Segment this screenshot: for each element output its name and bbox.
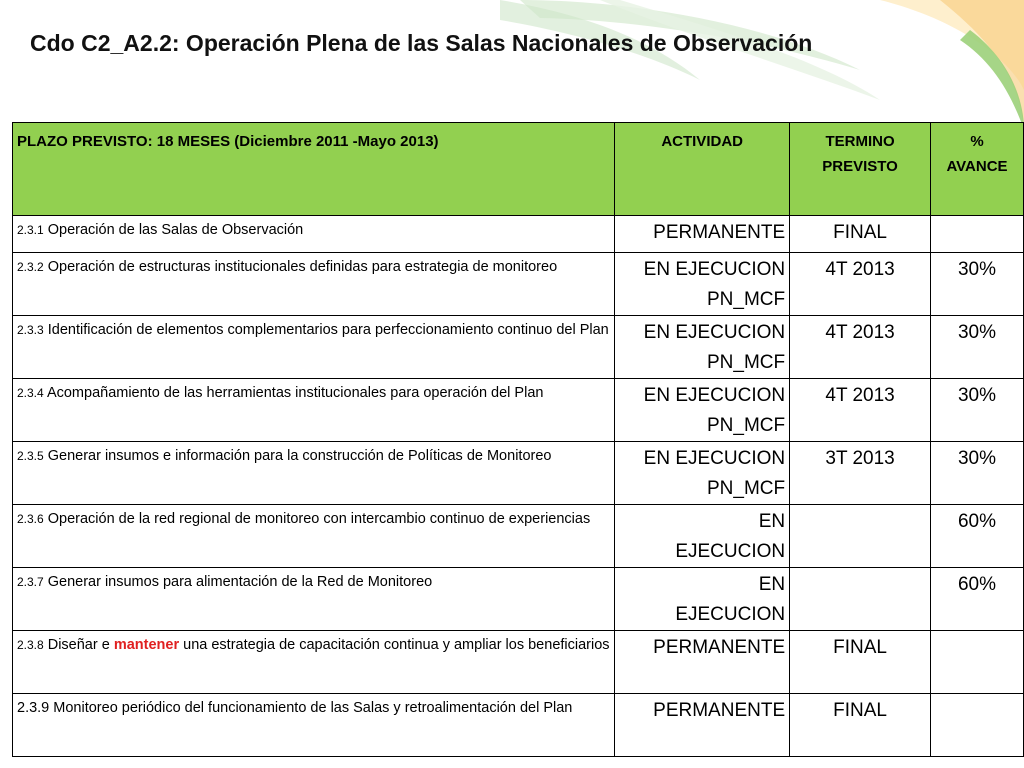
row-avance: 60% (931, 568, 1024, 631)
row-avance (931, 694, 1024, 757)
header-termino (790, 123, 931, 216)
row-number: 2.3.8 (17, 638, 44, 652)
row-text: Monitoreo periódico del funcionamiento de las Salas y retroalimentación del Plan (49, 700, 573, 716)
row-actividad (615, 631, 790, 694)
row-text: Identificación de elementos complementarios para perfeccionamiento continuo del Plan (47, 322, 609, 338)
row-actividad (615, 316, 790, 379)
table-row (13, 694, 1024, 757)
header-termino-line2: PREVISTO (822, 158, 898, 175)
row-actividad (615, 253, 790, 316)
table-header-row (13, 123, 1024, 216)
row-number: 2.3.6 (17, 512, 44, 526)
row-description (13, 316, 615, 379)
actividad-line1: EN (758, 511, 786, 532)
row-text: Operación de estructuras institucionales definidas para estrategia de monitoreo (47, 259, 558, 275)
row-text-highlight: mantener (113, 637, 180, 653)
row-text-post: una estrategia de capacitación continua y ampliar los beneficiarios (179, 637, 610, 653)
row-termino: 3T 2013 (790, 442, 931, 505)
progress-table (12, 122, 1024, 757)
table-row (13, 379, 1024, 442)
row-actividad (615, 442, 790, 505)
header-actividad: ACTIVIDAD (615, 123, 790, 216)
row-avance: 30% (931, 442, 1024, 505)
row-description (13, 568, 615, 631)
actividad-line2: EJECUCION (675, 604, 786, 625)
table-row (13, 631, 1024, 694)
row-avance: 30% (931, 253, 1024, 316)
actividad-line1: PERMANENTE (653, 637, 786, 658)
page-title: Cdo C2_A2.2: Operación Plena de las Salas Nacionales de Observación (30, 30, 813, 56)
row-text: Acompañamiento de las herramientas institucionales para operación del Plan (46, 385, 544, 401)
row-termino (790, 568, 931, 631)
row-number: 2.3.4 (17, 386, 44, 400)
row-description (13, 505, 615, 568)
table-row (13, 442, 1024, 505)
header-termino-line1: TERMINO (825, 133, 895, 150)
row-avance (931, 631, 1024, 694)
actividad-line2: PN_MCF (707, 478, 786, 499)
row-number: 2.3.1 (17, 223, 44, 237)
actividad-line2: PN_MCF (707, 415, 786, 436)
row-actividad (615, 694, 790, 757)
actividad-line1: EN EJECUCION (643, 322, 786, 343)
row-actividad (615, 216, 790, 253)
row-number: 2.3.3 (17, 323, 44, 337)
row-avance: 30% (931, 379, 1024, 442)
row-number: 2.3.7 (17, 575, 44, 589)
row-description (13, 631, 615, 694)
actividad-line1: EN EJECUCION (643, 448, 786, 469)
row-termino: 4T 2013 (790, 316, 931, 379)
row-termino: FINAL (790, 631, 931, 694)
row-text: Generar insumos e información para la construcción de Políticas de Monitoreo (47, 448, 552, 464)
row-avance: 30% (931, 316, 1024, 379)
row-avance (931, 216, 1024, 253)
row-number: 2.3.9 (17, 700, 50, 716)
row-description (13, 694, 615, 757)
row-number: 2.3.2 (17, 260, 44, 274)
row-text: Operación de la red regional de monitoreo con intercambio continuo de experiencias (47, 511, 591, 527)
header-avance-line2: AVANCE (946, 158, 1008, 175)
actividad-line2: EJECUCION (675, 541, 786, 562)
actividad-line1: PERMANENTE (653, 700, 786, 721)
actividad-line2: PN_MCF (707, 352, 786, 373)
row-description (13, 216, 615, 253)
row-actividad (615, 505, 790, 568)
table-row (13, 316, 1024, 379)
row-termino: 4T 2013 (790, 379, 931, 442)
row-termino: FINAL (790, 216, 931, 253)
header-plazo: PLAZO PREVISTO: 18 MESES (Diciembre 2011 -Mayo 2013) (13, 123, 615, 216)
row-text: Operación de las Salas de Observación (47, 222, 304, 238)
row-description (13, 253, 615, 316)
table-row (13, 253, 1024, 316)
row-description (13, 379, 615, 442)
table-row (13, 568, 1024, 631)
header-avance (931, 123, 1024, 216)
actividad-line1: PERMANENTE (653, 222, 786, 243)
table-row (13, 216, 1024, 253)
row-text: Generar insumos para alimentación de la Red de Monitoreo (47, 574, 433, 590)
row-termino: 4T 2013 (790, 253, 931, 316)
table-row (13, 505, 1024, 568)
actividad-line1: EN (758, 574, 786, 595)
header-avance-line1: % (970, 133, 984, 150)
row-actividad (615, 568, 790, 631)
row-termino (790, 505, 931, 568)
row-text-pre: Diseñar e (43, 637, 114, 653)
row-avance: 60% (931, 505, 1024, 568)
row-description (13, 442, 615, 505)
row-termino: FINAL (790, 694, 931, 757)
row-actividad (615, 379, 790, 442)
actividad-line2: PN_MCF (707, 289, 786, 310)
row-number: 2.3.5 (17, 449, 44, 463)
actividad-line1: EN EJECUCION (643, 385, 786, 406)
actividad-line1: EN EJECUCION (643, 259, 786, 280)
